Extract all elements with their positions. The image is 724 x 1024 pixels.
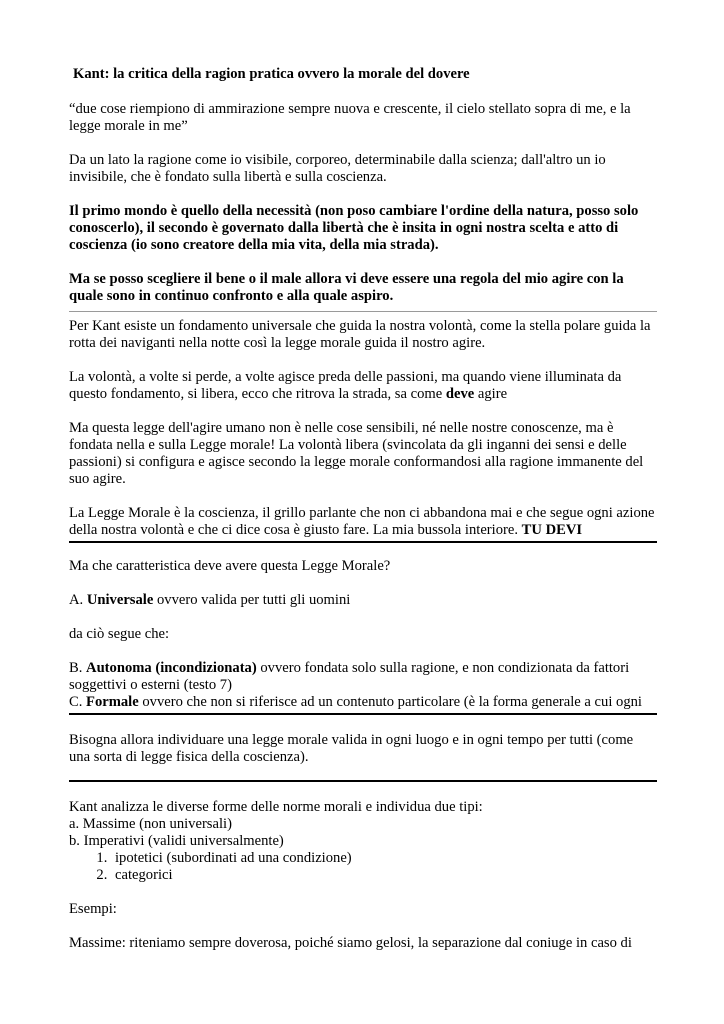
paragraph-volonta bbox=[69, 369, 657, 403]
paragraph-io-visibile: Da un lato la ragione come io visibile, corporeo, determinabile dalla scienza; dall'altro un io invisibile, che è fondato sulla libertà e sulla coscienza. bbox=[69, 152, 606, 185]
paragraph-bisogna: Bisogna allora individuare una legge morale valida in ogni luogo e in ogni tempo per tutti (come una sorta di legge fisica della coscienza). bbox=[69, 732, 634, 765]
paragraph-bene-male: Ma se posso scegliere il bene o il male allora vi deve essere una regola del mio agire con la quale sono in continuo confronto e alla quale aspiro. bbox=[69, 271, 624, 304]
feature-c-prefix: C. bbox=[69, 694, 87, 710]
feature-c-bold: Formale bbox=[86, 694, 139, 710]
coscienza-text: La Legge Morale è la coscienza, il grillo parlante che non ci abbandona mai e che segue ogni azione della nostra volontà e che ci dice cosa è giusto fare. La mia bussola interiore. bbox=[69, 505, 655, 538]
question-caratteristica: Ma che caratteristica deve avere questa Legge Morale? bbox=[69, 558, 391, 574]
feature-b-autonoma bbox=[69, 660, 657, 694]
volonta-text: La volontà, a volte si perde, a volte agisce preda delle passioni, ma quando viene illuminata da questo fondamento, si libera, ecco che ritrova la strada, sa come bbox=[69, 369, 622, 402]
imperativi-list bbox=[69, 850, 657, 884]
paragraph-massime: Massime: riteniamo sempre doverosa, poiché siamo gelosi, la separazione dal coniuge in caso di bbox=[69, 935, 632, 951]
tipo-a-massime: a. Massime (non universali) bbox=[69, 816, 232, 832]
list-item: 2. categorici bbox=[111, 867, 657, 884]
paragraph-primo-mondo: Il primo mondo è quello della necessità (non poso cambiare l'ordine della natura, posso solo conoscerlo), il secondo è governato dalla libertà che è insita in ogni nostra scelta e atto di coscienza (io sono creatore della mia vita, della mia strada). bbox=[69, 203, 639, 253]
list-item: 1. ipotetici (subordinati ad una condizione) bbox=[111, 850, 657, 867]
feature-c-text: ovvero che non si riferisce ad un contenuto particolare (è la forma generale a cui ogni bbox=[138, 694, 642, 710]
section-divider-thick bbox=[69, 780, 657, 782]
paragraph-fondamento-universale: Per Kant esiste un fondamento universale che guida la nostra volontà, come la stella polare guida la rotta dei naviganti nella notte così la legge morale guida il nostro agire. bbox=[69, 318, 651, 351]
feature-a-prefix: A. bbox=[69, 592, 87, 608]
feature-a-bold: Universale bbox=[86, 592, 154, 608]
document-title: Kant: la critica della ragion pratica ovvero la morale del dovere bbox=[73, 66, 470, 82]
feature-a-text: ovvero valida per tutti gli uomini bbox=[153, 592, 351, 608]
esempi-heading: Esempi: bbox=[69, 901, 117, 917]
feature-b-bold: Autonoma (incondizionata) bbox=[86, 660, 257, 676]
paragraph-legge-agire: Ma questa legge dell'agire umano non è nelle cose sensibili, né nelle nostre conoscenze, ma è fondata nella e sulla Legge morale! La volontà libera (svincolata da gli inganni dei sensi e delle passioni) si configura e agisce secondo la legge morale conformandosi alla ragione immanente del suo agire. bbox=[69, 420, 644, 487]
feature-c-formale bbox=[69, 694, 657, 711]
volonta-deve-bold: deve bbox=[445, 386, 475, 402]
paragraph-coscienza bbox=[69, 505, 657, 539]
document-body bbox=[69, 66, 657, 952]
section-divider-thick bbox=[69, 713, 657, 715]
kant-quote: “due cose riempiono di ammirazione sempre nuova e crescente, il cielo stellato sopra di me, e la legge morale in me” bbox=[69, 101, 631, 134]
segue-line: da ciò segue che: bbox=[69, 626, 170, 642]
volonta-text-end: agire bbox=[474, 386, 508, 402]
tu-devi-bold: TU DEVI bbox=[521, 522, 583, 538]
paragraph-analizza: Kant analizza le diverse forme delle norme morali e individua due tipi: bbox=[69, 799, 483, 815]
feature-b-text: ovvero fondata solo sulla ragione, e non condizionata da fattori soggettivi o esterni (testo 7) bbox=[69, 660, 630, 693]
tipo-b-imperativi: b. Imperativi (validi universalmente) bbox=[69, 833, 284, 849]
feature-a-universale bbox=[69, 592, 657, 609]
section-divider-thin bbox=[69, 311, 657, 312]
feature-b-prefix: B. bbox=[69, 660, 87, 676]
section-divider-thick bbox=[69, 541, 657, 543]
